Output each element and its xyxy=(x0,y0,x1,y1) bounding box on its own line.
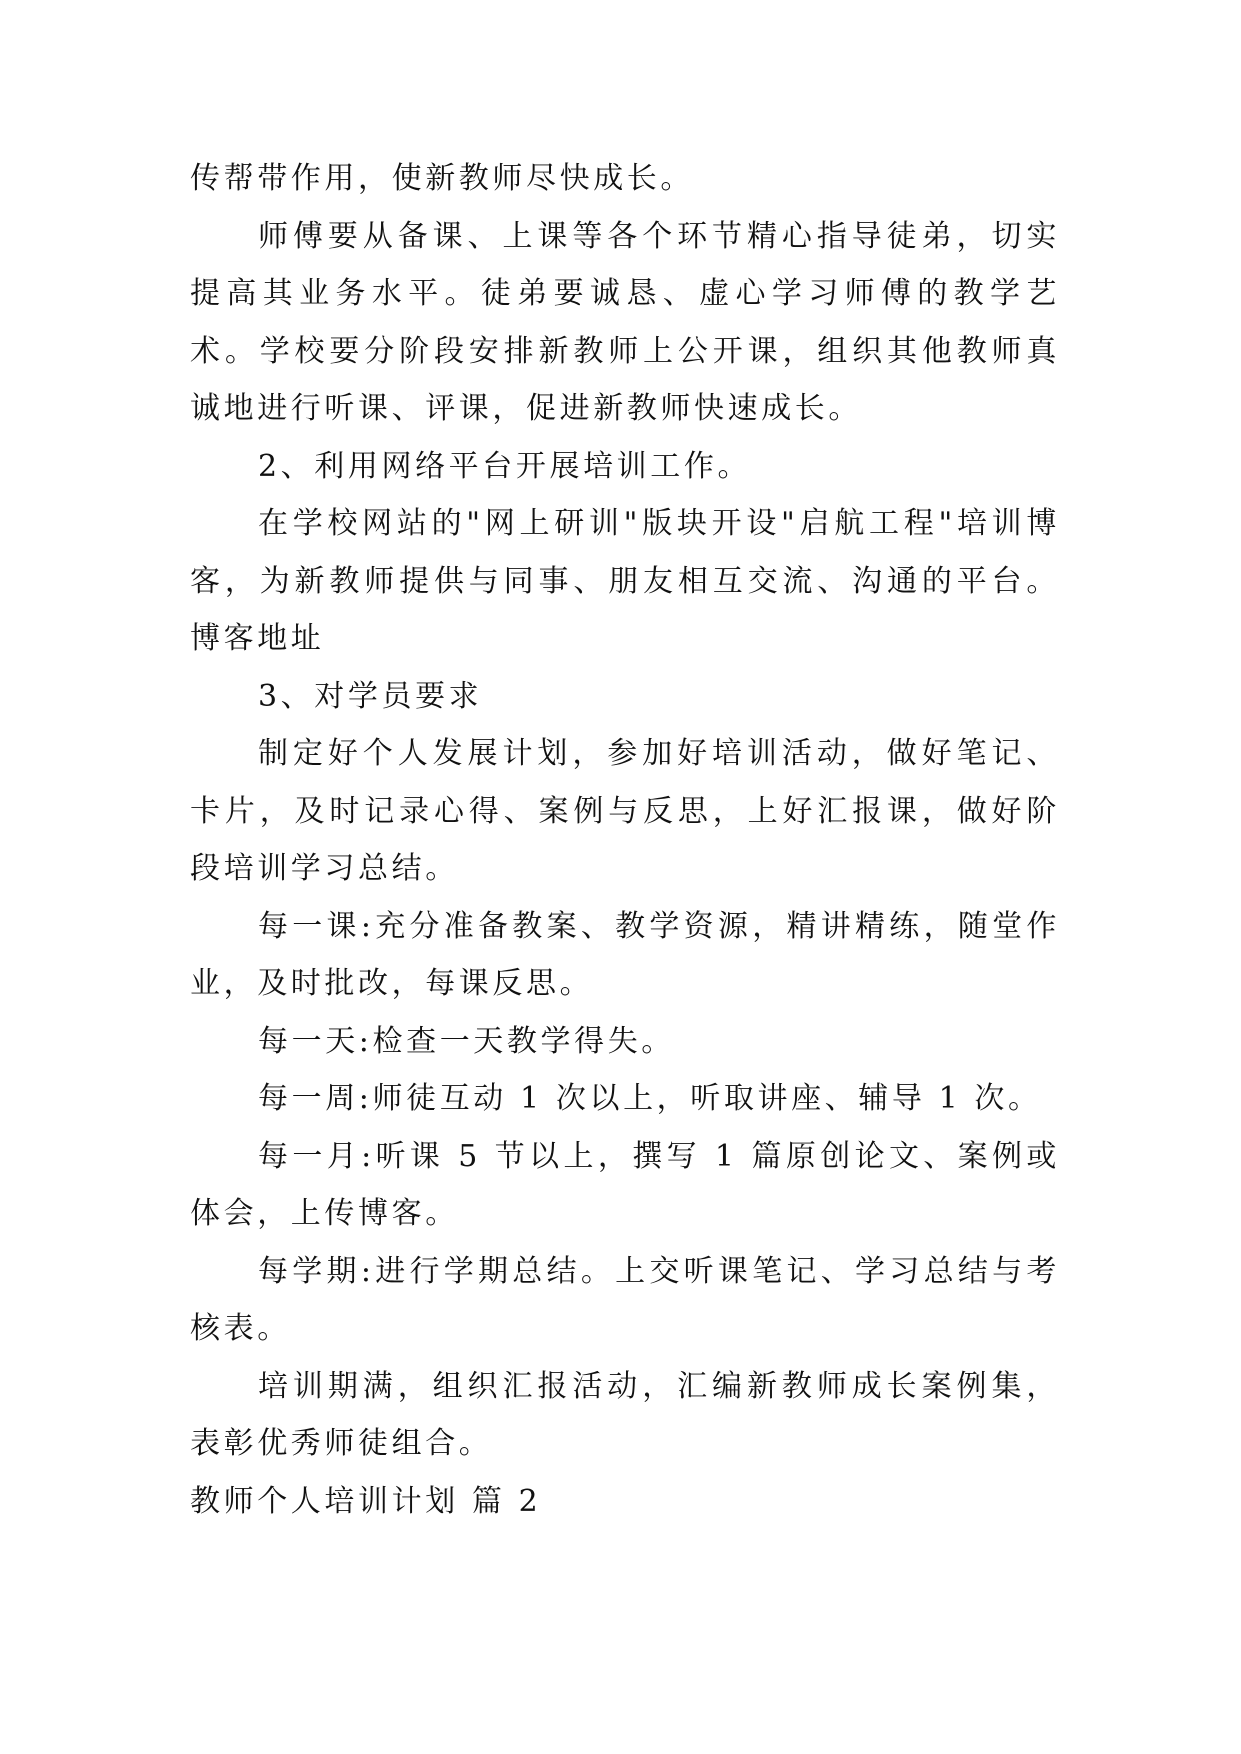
paragraph-3: 2、利用网络平台开展培训工作。 xyxy=(258,448,752,484)
document-page xyxy=(190,150,1060,1530)
paragraph-12: 培训期满，组织汇报活动，汇编新教师成长案例集，表彰优秀师徒组合。 xyxy=(190,1368,1060,1461)
section-heading: 教师个人培训计划 篇 2 xyxy=(190,1483,542,1519)
paragraph-11: 每学期:进行学期总结。上交听课笔记、学习总结与考核表。 xyxy=(190,1253,1060,1346)
paragraph-4: 在学校网站的"网上研训"版块开设"启航工程"培训博客，为新教师提供与同事、朋友相互交流、沟通的平台。博客地址 xyxy=(190,506,1060,656)
paragraph-10: 每一月:听课 5 节以上，撰写 1 篇原创论文、案例或体会，上传博客。 xyxy=(190,1138,1060,1231)
paragraph-2: 师傅要从备课、上课等各个环节精心指导徒弟，切实提高其业务水平。徒弟要诚恳、虚心学习师傅的教学艺术。学校要分阶段安排新教师上公开课，组织其他教师真诚地进行听课、评课，促进新教师快速成长。 xyxy=(190,218,1060,426)
paragraph-8: 每一天:检查一天教学得失。 xyxy=(258,1023,675,1059)
paragraph-1: 传帮带作用，使新教师尽快成长。 xyxy=(190,161,694,196)
paragraph-5: 3、对学员要求 xyxy=(258,678,483,714)
paragraph-9: 每一周:师徒互动 1 次以上，听取讲座、辅导 1 次。 xyxy=(258,1081,1042,1116)
paragraph-7: 每一课:充分准备教案、教学资源，精讲精练，随堂作业，及时批改，每课反思。 xyxy=(190,908,1060,1001)
paragraph-6: 制定好个人发展计划，参加好培训活动，做好笔记、卡片，及时记录心得、案例与反思，上好汇报课，做好阶段培训学习总结。 xyxy=(190,736,1060,886)
